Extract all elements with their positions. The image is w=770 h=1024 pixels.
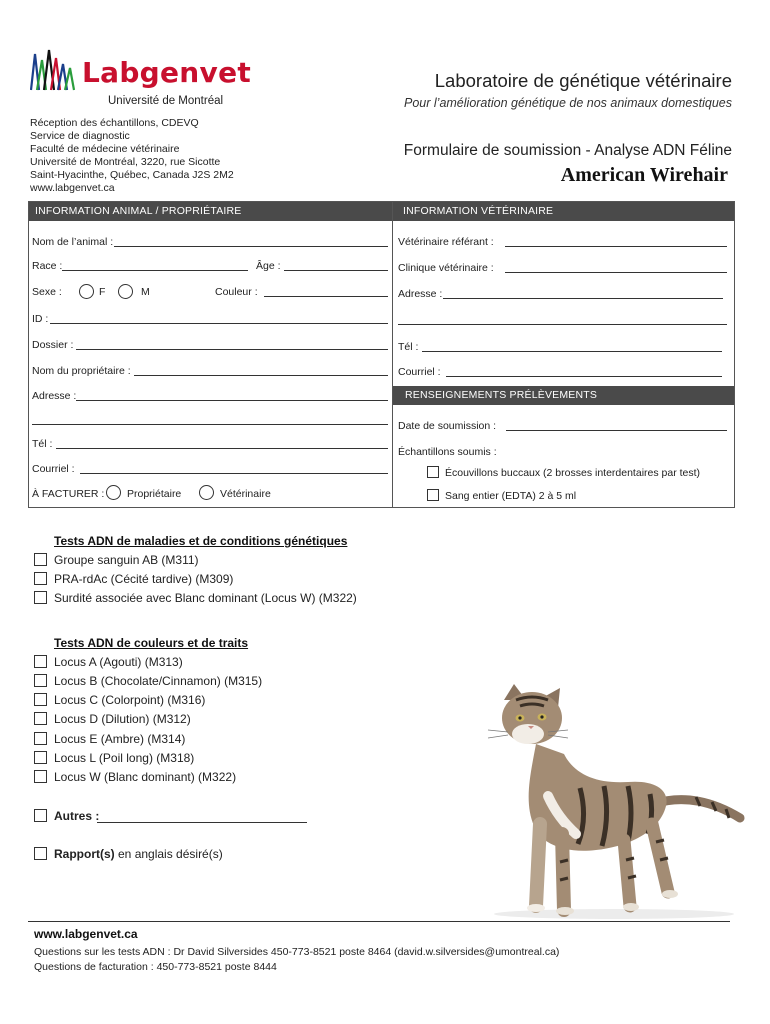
- test-checkbox-m315[interactable]: [34, 674, 47, 687]
- sex-m-label: M: [141, 286, 150, 298]
- test-checkbox-m316[interactable]: [34, 693, 47, 706]
- color-label: Couleur :: [215, 286, 258, 298]
- lab-tagline: Pour l’amélioration génétique de nos animaux domestiques: [404, 96, 732, 110]
- submission-form-box: [28, 201, 735, 508]
- owner-email-label: Courriel :: [32, 463, 75, 475]
- owner-name-input[interactable]: [134, 375, 388, 376]
- form-column-divider: [392, 201, 393, 508]
- test-label: Locus L (Poil long) (M318): [54, 751, 195, 765]
- footer-divider: [28, 921, 730, 922]
- age-input[interactable]: [284, 270, 388, 271]
- address-line: Service de diagnostic: [30, 130, 130, 142]
- submission-date-label: Date de soumission :: [398, 420, 497, 432]
- vet-address-label: Adresse :: [398, 288, 443, 300]
- bill-vet-label: Vétérinaire: [220, 488, 271, 500]
- file-input[interactable]: [76, 349, 388, 350]
- samples-section-header: RENSEIGNEMENTS PRÉLÈVEMENTS: [393, 386, 734, 405]
- bill-owner-label: Propriétaire: [127, 488, 182, 500]
- lab-title: Laboratoire de génétique vétérinaire: [434, 70, 732, 91]
- swab-option-label: Écouvillons buccaux (2 brosses interdentaires par test): [445, 467, 701, 479]
- bill-owner-radio[interactable]: [106, 485, 121, 500]
- vet-phone-input[interactable]: [422, 351, 722, 352]
- animal-name-input[interactable]: [114, 246, 388, 247]
- test-label: PRA-rdAc (Cécité tardive) (M309): [54, 572, 234, 586]
- color-tests-heading: Tests ADN de couleurs et de traits: [54, 636, 249, 650]
- test-label: Locus C (Colorpoint) (M316): [54, 693, 206, 707]
- id-label: ID :: [32, 313, 49, 325]
- blood-checkbox[interactable]: [427, 489, 439, 501]
- owner-email-input[interactable]: [80, 473, 388, 474]
- test-label: Groupe sanguin AB (M311): [54, 553, 199, 567]
- owner-address-line2-input[interactable]: [32, 424, 388, 425]
- test-label: Locus D (Dilution) (M312): [54, 712, 191, 726]
- footer-url[interactable]: www.labgenvet.ca: [34, 927, 138, 941]
- report-english-checkbox[interactable]: [34, 847, 47, 860]
- lab-address: [30, 117, 234, 195]
- other-checkbox[interactable]: [34, 809, 47, 822]
- vet-address-line2-input[interactable]: [398, 324, 727, 325]
- vet-section-header: INFORMATION VÉTÉRINAIRE: [393, 202, 734, 221]
- age-label: Âge :: [256, 260, 281, 272]
- test-checkbox-m312[interactable]: [34, 712, 47, 725]
- owner-phone-label: Tél :: [32, 438, 53, 450]
- test-checkbox-m314[interactable]: [34, 732, 47, 745]
- disease-tests-heading: Tests ADN de maladies et de conditions génétiques: [54, 534, 348, 548]
- race-input[interactable]: [62, 270, 248, 271]
- other-input[interactable]: [97, 822, 307, 823]
- vet-clinic-input[interactable]: [505, 272, 727, 273]
- test-checkbox-m322-white[interactable]: [34, 770, 47, 783]
- address-line: Saint-Hyacinthe, Québec, Canada J2S 2M2: [30, 169, 234, 181]
- report-english-label: [54, 847, 223, 861]
- form-title: Formulaire de soumission - Analyse ADN Féline: [403, 142, 732, 159]
- test-checkbox-m311[interactable]: [34, 553, 47, 566]
- test-label: Locus B (Chocolate/Cinnamon) (M315): [54, 674, 263, 688]
- cat-photo: [464, 684, 748, 920]
- logo-dna-icon: [30, 46, 78, 92]
- vet-phone-label: Tél :: [398, 341, 419, 353]
- test-label: Locus A (Agouti) (M313): [54, 655, 183, 669]
- address-line: Faculté de médecine vétérinaire: [30, 143, 180, 155]
- sex-f-radio[interactable]: [79, 284, 94, 299]
- test-label: Locus W (Blanc dominant) (M322): [54, 770, 237, 784]
- color-input[interactable]: [264, 296, 388, 297]
- vet-email-input[interactable]: [446, 376, 722, 377]
- bill-to-label: À FACTURER :: [32, 488, 105, 500]
- animal-name-label: Nom de l’animal :: [32, 236, 114, 248]
- vet-referring-input[interactable]: [505, 246, 727, 247]
- test-checkbox-m318[interactable]: [34, 751, 47, 764]
- race-label: Race :: [32, 260, 63, 272]
- report-label-rest: en anglais désiré(s): [114, 847, 223, 861]
- animal-section-header: INFORMATION ANIMAL / PROPRIÉTAIRE: [29, 202, 392, 221]
- owner-address-label: Adresse :: [32, 390, 77, 402]
- owner-name-label: Nom du propriétaire :: [32, 365, 131, 377]
- owner-address-input[interactable]: [76, 400, 388, 401]
- address-line: Réception des échantillons, CDEVQ: [30, 117, 199, 129]
- sex-m-radio[interactable]: [118, 284, 133, 299]
- blood-option-label: Sang entier (EDTA) 2 à 5 ml: [445, 490, 577, 502]
- vet-email-label: Courriel :: [398, 366, 441, 378]
- report-label-bold: Rapport(s): [54, 847, 115, 861]
- vet-referring-label: Vétérinaire référant :: [398, 236, 494, 248]
- logo-name: Labgenvet: [82, 56, 252, 89]
- id-input[interactable]: [50, 323, 388, 324]
- footer-questions-tests: Questions sur les tests ADN : Dr David Silversides 450-773-8521 poste 8464 (david.w.silversides@umontreal.ca): [34, 946, 560, 958]
- address-line: Université de Montréal, 3220, rue Sicotte: [30, 156, 221, 168]
- footer-questions-billing: Questions de facturation : 450-773-8521 poste 8444: [34, 961, 277, 973]
- vet-clinic-label: Clinique vétérinaire :: [398, 262, 494, 274]
- owner-phone-input[interactable]: [56, 448, 388, 449]
- test-checkbox-m309[interactable]: [34, 572, 47, 585]
- file-label: Dossier :: [32, 339, 74, 351]
- logo-subtitle: Université de Montréal: [108, 95, 224, 107]
- samples-submitted-label: Échantillons soumis :: [398, 446, 497, 458]
- test-checkbox-m322-deafness[interactable]: [34, 591, 47, 604]
- address-line: www.labgenvet.ca: [30, 182, 115, 194]
- submission-date-input[interactable]: [506, 430, 727, 431]
- sex-f-label: F: [99, 286, 106, 298]
- test-checkbox-m313[interactable]: [34, 655, 47, 668]
- breed-title: American Wirehair: [560, 164, 728, 186]
- sex-label: Sexe :: [32, 286, 62, 298]
- bill-vet-radio[interactable]: [199, 485, 214, 500]
- vet-address-input[interactable]: [443, 298, 723, 299]
- test-label: Locus E (Ambre) (M314): [54, 732, 186, 746]
- swab-checkbox[interactable]: [427, 466, 439, 478]
- test-label: Surdité associée avec Blanc dominant (Locus W) (M322): [54, 591, 357, 605]
- other-label: Autres :: [54, 809, 100, 823]
